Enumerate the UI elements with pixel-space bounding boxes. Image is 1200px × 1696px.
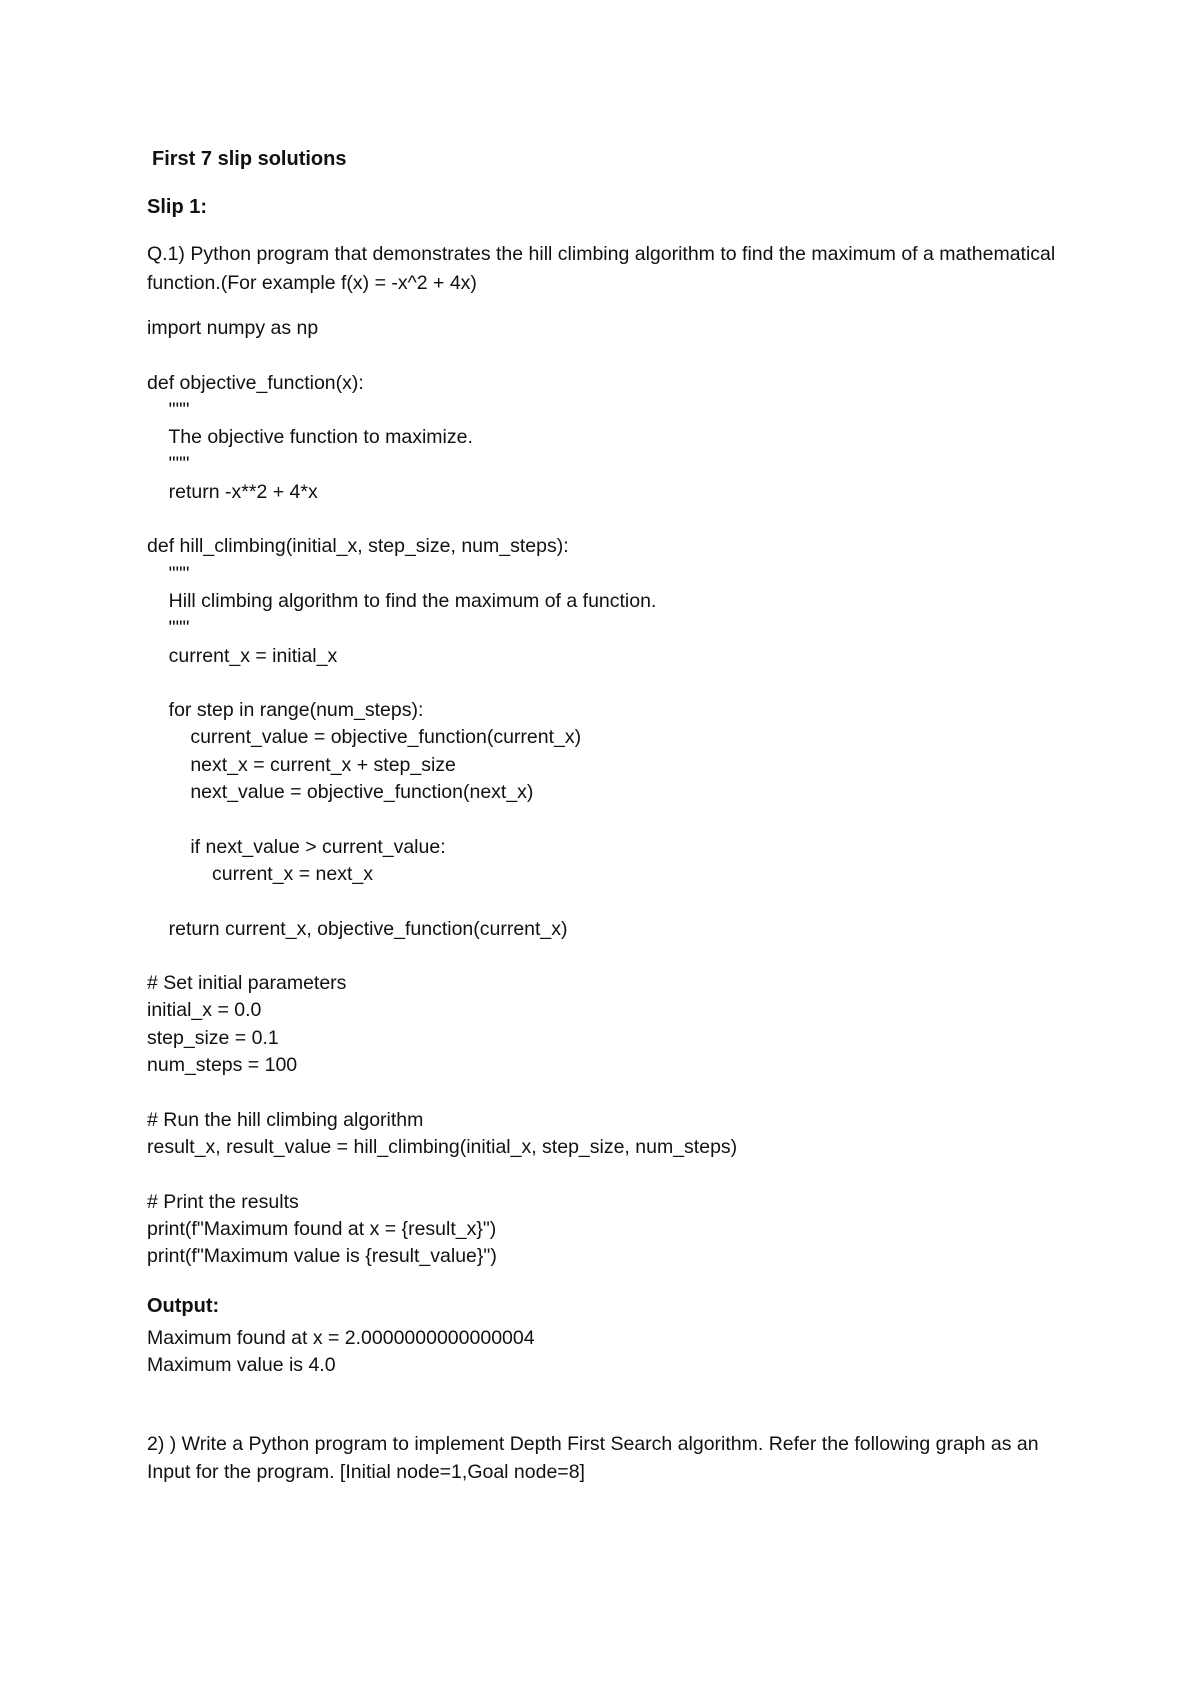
slip-heading: Slip 1: — [147, 196, 208, 218]
code-line: """ — [147, 617, 190, 640]
document-title: First 7 slip solutions — [152, 148, 347, 170]
code-line: next_x = current_x + step_size — [147, 753, 456, 776]
code-line: print(f"Maximum found at x = {result_x}") — [147, 1217, 497, 1240]
code-line: """ — [147, 562, 190, 585]
code-line — [147, 342, 737, 369]
code-line: initial_x = 0.0 — [147, 999, 262, 1022]
code-line: # Run the hill climbing algorithm — [147, 1108, 424, 1131]
code-line: return -x**2 + 4*x — [147, 480, 318, 503]
code-line — [147, 1079, 737, 1106]
code-line: print(f"Maximum value is {result_value}") — [147, 1245, 497, 1268]
code-line: step_size = 0.1 — [147, 1026, 279, 1049]
output-block — [147, 1325, 535, 1380]
code-line: current_x = initial_x — [147, 644, 338, 667]
code-line: return current_x, objective_function(current_x) — [147, 917, 568, 940]
output-line: Maximum found at x = 2.0000000000000004 — [147, 1327, 535, 1349]
code-line: The objective function to maximize. — [147, 426, 473, 449]
code-line — [147, 943, 737, 970]
code-line: for step in range(num_steps): — [147, 699, 424, 722]
code-line: """ — [147, 398, 190, 421]
code-line — [147, 670, 737, 697]
code-line: current_x = next_x — [147, 862, 373, 885]
question-2-text: 2) ) Write a Python program to implement Depth First Search algorithm. Refer the following graph as an Input for the program. [Initial node=1,Goal node=8] — [147, 1433, 1039, 1483]
output-heading: Output: — [147, 1295, 220, 1317]
code-line: def hill_climbing(initial_x, step_size, num_steps): — [147, 535, 569, 558]
code-block — [147, 315, 737, 1270]
code-line: Hill climbing algorithm to find the maximum of a function. — [147, 589, 657, 612]
code-line: """ — [147, 453, 190, 476]
code-line: next_value = objective_function(next_x) — [147, 781, 534, 804]
code-line — [147, 806, 737, 833]
code-line: import numpy as np — [147, 317, 319, 339]
output-line: Maximum value is 4.0 — [147, 1354, 336, 1377]
code-line: current_value = objective_function(current_x) — [147, 726, 582, 749]
code-line: num_steps = 100 — [147, 1054, 298, 1077]
code-line — [147, 888, 737, 915]
code-line: # Print the results — [147, 1190, 299, 1213]
code-line: if next_value > current_value: — [147, 835, 446, 858]
code-line — [147, 1161, 737, 1188]
code-line — [147, 506, 737, 533]
code-line: # Set initial parameters — [147, 972, 347, 995]
question-1-text: Q.1) Python program that demonstrates the hill climbing algorithm to find the maximum of a mathematical function.(For example f(x) = -x^2 + 4x) — [147, 243, 1056, 294]
code-line: def objective_function(x): — [147, 371, 364, 394]
code-line: result_x, result_value = hill_climbing(initial_x, step_size, num_steps) — [147, 1135, 738, 1158]
